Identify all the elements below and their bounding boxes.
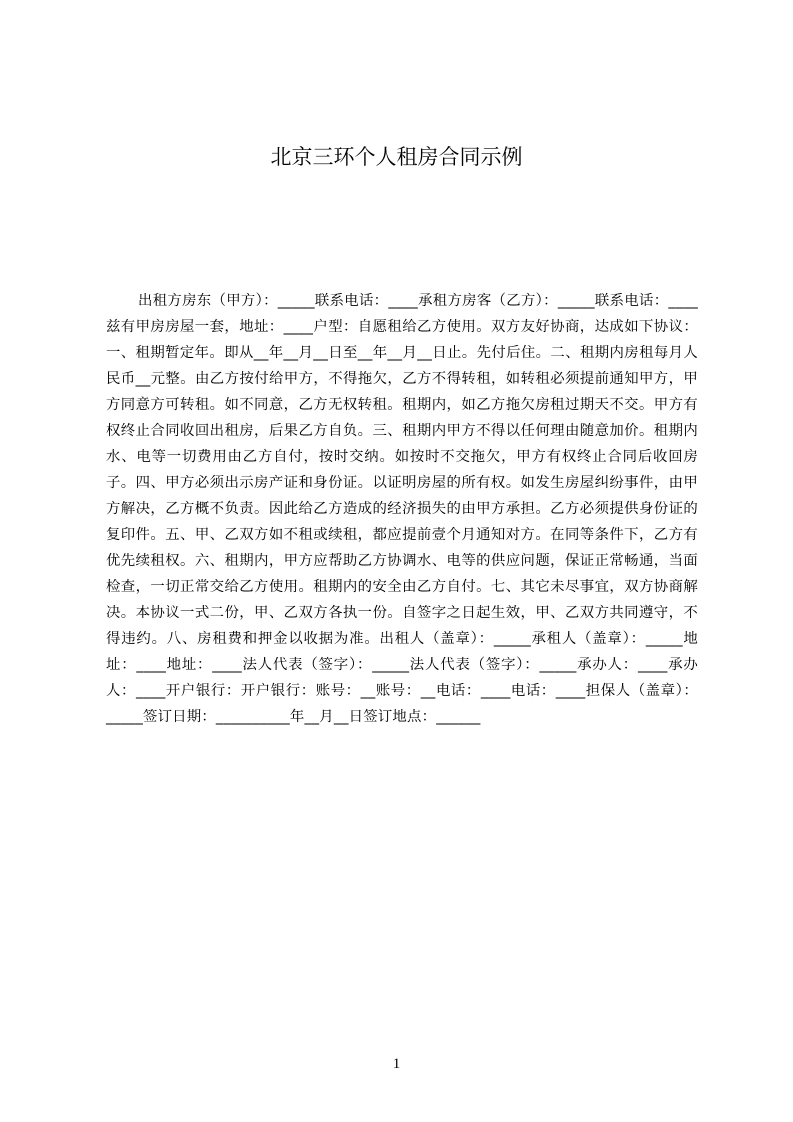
contract-body: 出租方房东（甲方）：_____联系电话：____承租方房客（乙方）：_____联系电话：____兹有甲房房屋一套，地址：____户型：自愿租给乙方使用。双方友好协商，达成如下协议：一、租期暂定年。即从__年__月__日至__年__月__日止。先付后住。二、租期内房租每月人民币__元整。由乙方按付给甲方，不得拖欠，乙方不得转租，如转租必须提前通知甲方，甲方同意方可转租。如不同意，乙方无权转租。租期内，如乙方拖欠房租过期天不交。甲方有权终止合同收回出租房，后果乙方自负。三、租期内甲方不得以任何理由随意加价。租期内水、电等一切费用由乙方自付，按时交纳。如按时不交拖欠，甲方有权终止合同后收回房子。四、甲方必须出示房产证和身份证。以证明房屋的所有权。如发生房屋纠纷事件，由甲方解决，乙方概不负责。因此给乙方造成的经济损失的由甲方承担。乙方必须提供身份证的复印件。五、甲、乙双方如不租或续租，都应提前壹个月通知对方。在同等条件下，乙方有优先续租权。六、租期内，甲方应帮助乙方协调水、电等的供应问题，保证正常畅通，当面检查，一切正常交给乙方使用。租期内的安全由乙方自付。七、其它未尽事宜，双方协商解决。本协议一式二份，甲、乙双方各执一份。自签字之日起生效，甲、乙双方共同遵守，不得违约。八、房租费和押金以收据为准。出租人（盖章）：_____承租人（盖章）：_____地址：____地址：____法人代表（签字）：_____法人代表（签字）：_____承办人：____承办人：____开户银行：开户银行：账号：__账号：__电话：____电话：____担保人（盖章）：_____签订日期：__________年__月__日签订地点：______ (106, 293, 698, 725)
document-title: 北京三环个人租房合同示例 (270, 145, 523, 169)
page-number: 1 (392, 1056, 401, 1072)
